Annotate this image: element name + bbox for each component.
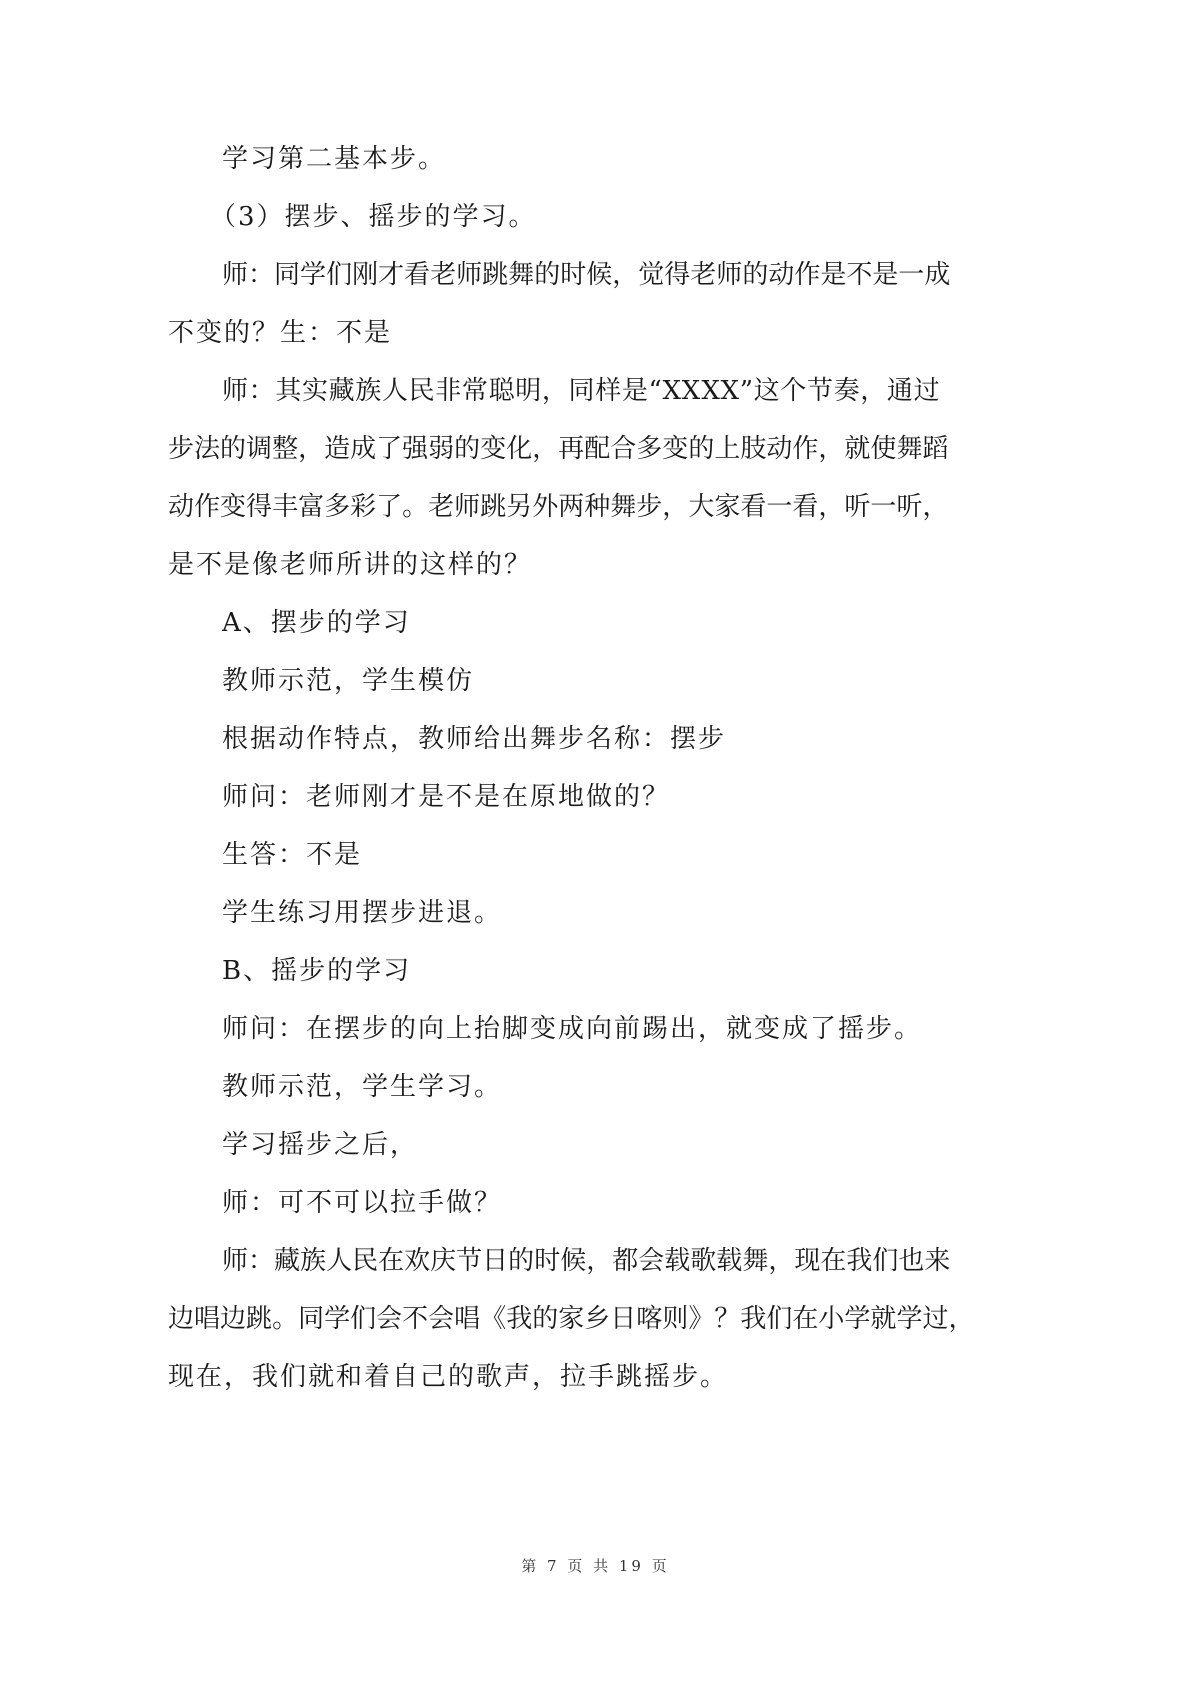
paragraph-line: 不变的？生：不是	[168, 318, 393, 348]
subsection-heading: A、摆步的学习	[222, 608, 411, 638]
paragraph-line: 根据动作特点，教师给出舞步名称：摆步	[222, 724, 727, 754]
paragraph-line: 步 法 的 调 整 ， 造 成 了 强 弱 的 变 化 ， 再 配 合 多 变 的 上 肢 动 作 ， 就 使 舞 蹈	[168, 434, 949, 464]
paragraph-line: 生答：不是	[222, 840, 363, 870]
paragraph-line: 师 ： 藏 族 人 民 在 欢 庆 节 日 的 时 候 ， 都 会 载 歌 载 舞 ， 现 在 我 们 也 来	[222, 1246, 951, 1276]
paragraph-line: 现在，我们就和着自己的歌声，拉手跳摇步。	[168, 1362, 729, 1392]
paragraph-line: 师 ： 其 实 藏 族 人 民 非 常 聪 明 ， 同 样 是 “ X X X X ” 这 个 节 奏 ， 通 过	[222, 376, 940, 406]
subsection-heading: B、摇步的学习	[222, 956, 412, 986]
paragraph-line: 师问：老师刚才是不是在原地做的？	[222, 782, 671, 812]
section-heading: （3）摆步、摇步的学习。	[210, 202, 537, 232]
paragraph-line: 学习摇步之后，	[222, 1130, 419, 1160]
paragraph-line: 动 作 变 得 丰 富 多 彩 了 。 老 师 跳 另 外 两 种 舞 步 ， 大 家 看 一 看 ， 听 一 听 ，	[168, 492, 949, 522]
paragraph-line: 边 唱 边 跳 。 同 学 们 会 不 会 唱 《 我 的 家 乡 日 喀 则 》 ？ 我 们 在 小 学 就 学 过 ，	[168, 1304, 975, 1334]
paragraph-line: 学生练习用摆步进退。	[222, 898, 503, 928]
paragraph-line: 师：可不可以拉手做？	[222, 1188, 503, 1218]
page-number-footer: 第 7 页 共 19 页	[521, 1557, 670, 1575]
paragraph-line: 是不是像老师所讲的这样的？	[168, 550, 533, 580]
paragraph-line: 教师示范，学生学习。	[222, 1072, 503, 1102]
paragraph-line: 师 ： 同 学 们 刚 才 看 老 师 跳 舞 的 时 候 ， 觉 得 老 师 的 动 作 是 不 是 一 成	[222, 260, 951, 290]
paragraph-line: 学习第二基本步。	[222, 144, 447, 174]
paragraph-line: 教师示范，学生模仿	[222, 666, 475, 696]
paragraph-line: 师问：在摆步的向上抬脚变成向前踢出，就变成了摇步。	[222, 1014, 923, 1044]
